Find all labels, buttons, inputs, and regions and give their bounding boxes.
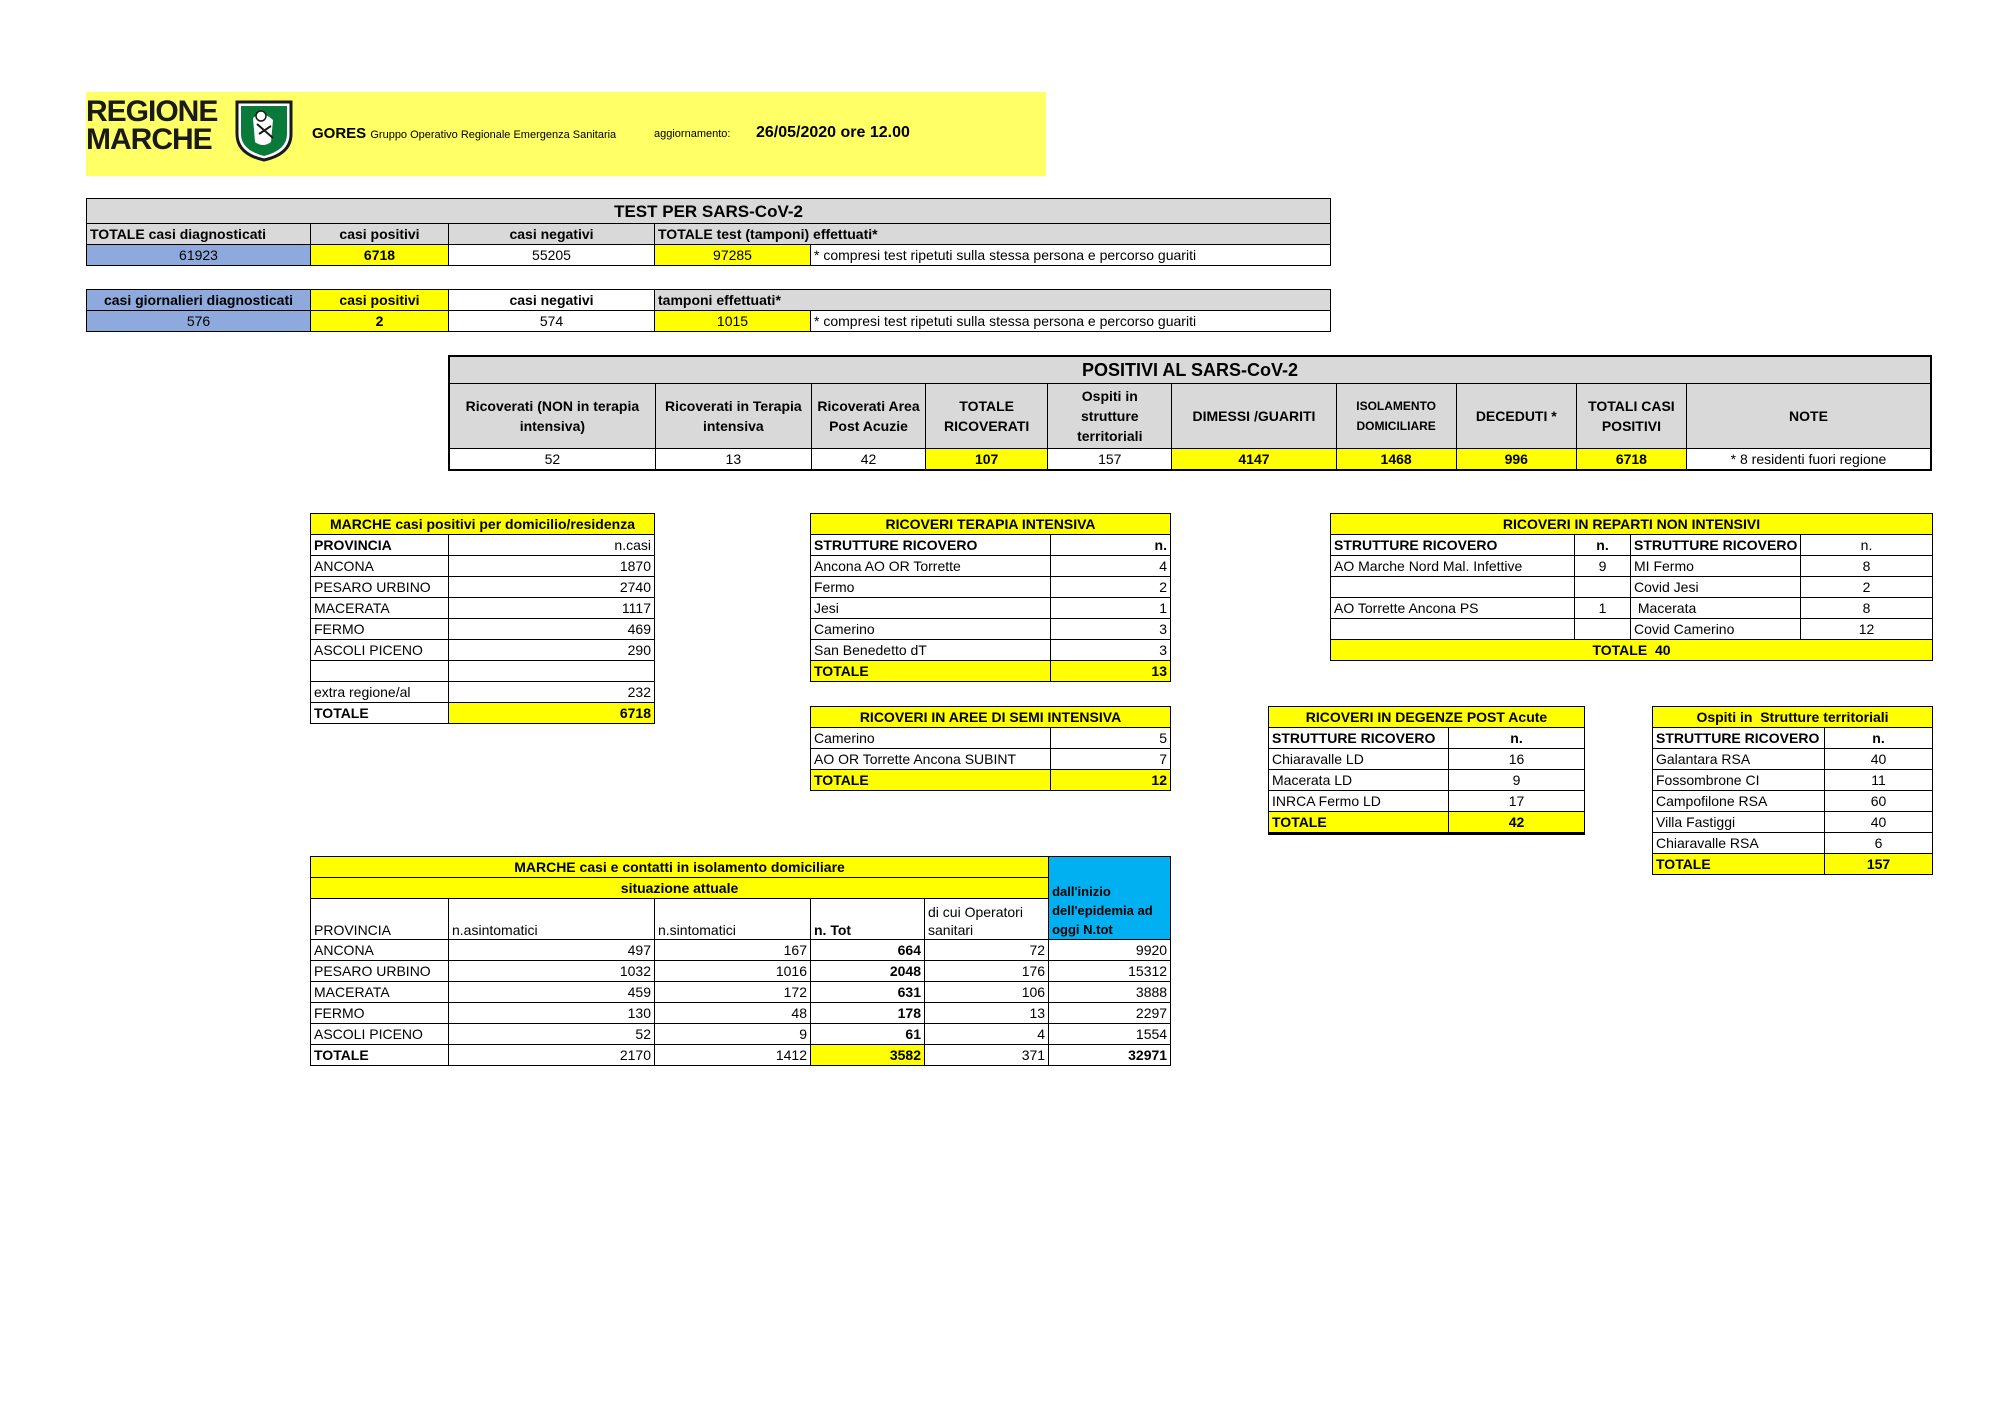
daily-h1: casi giornalieri diagnosticati (87, 290, 311, 311)
ospiti-row-4-val: 6 (1825, 833, 1933, 854)
nonint-h2: n. (1575, 535, 1631, 556)
ospiti-row-2-val: 60 (1825, 791, 1933, 812)
test-h1: TOTALE casi diagnosticati (87, 224, 311, 245)
positivi-v2: 42 (811, 449, 925, 471)
provincia-row-0-val: 1870 (449, 556, 655, 577)
nonint-row-0-d: 8 (1801, 556, 1933, 577)
ti-table (810, 513, 1171, 682)
iso-row-0-prov: ANCONA (311, 940, 449, 961)
provincia-row-6-val: 232 (449, 682, 655, 703)
ti-row-2-name: Jesi (811, 598, 1051, 619)
iso-row-0-ntot: 9920 (1049, 940, 1171, 961)
post-h2: n. (1449, 728, 1585, 749)
daily-note: * compresi test ripetuti sulla stessa persona e percorso guariti (811, 311, 1331, 332)
nonint-row-1-b (1575, 577, 1631, 598)
positivi-h0: Ricoverati (NON in terapia intensiva) (449, 384, 655, 449)
iso-row-2-sint: 172 (655, 982, 811, 1003)
positivi-v7: 996 (1456, 449, 1576, 471)
iso-row-2-asint: 459 (449, 982, 655, 1003)
provincia-row-4-name: ASCOLI PICENO (311, 640, 449, 661)
nonint-row-2-a: AO Torrette Ancona PS (1331, 598, 1575, 619)
ospiti-row-0-name: Galantara RSA (1653, 749, 1825, 770)
positivi-h4: Ospiti in strutture territoriali (1048, 384, 1172, 449)
iso-subtitle: situazione attuale (311, 878, 1049, 899)
positivi-h2: Ricoverati Area Post Acuzie (811, 384, 925, 449)
provincia-row-3-val: 469 (449, 619, 655, 640)
nonint-row-3-c: Covid Camerino (1631, 619, 1801, 640)
iso-row-5-sint: 1412 (655, 1045, 811, 1066)
iso-row-3-prov: FERMO (311, 1003, 449, 1024)
positivi-v1: 13 (655, 449, 811, 471)
nonint-total-row (1331, 640, 1933, 661)
ti-row-2-val: 1 (1051, 598, 1171, 619)
ti-h1: STRUTTURE RICOVERO (811, 535, 1051, 556)
ospiti-row-2-name: Campofilone RSA (1653, 791, 1825, 812)
iso-row-3-tot: 178 (811, 1003, 925, 1024)
semi-row-0-val: 5 (1051, 728, 1171, 749)
iso-row-3-asint: 130 (449, 1003, 655, 1024)
iso-row-4-asint: 52 (449, 1024, 655, 1045)
ospiti-row-1-val: 11 (1825, 770, 1933, 791)
iso-row-3-ntot: 2297 (1049, 1003, 1171, 1024)
iso-row-2-tot: 631 (811, 982, 925, 1003)
ti-row-1-name: Fermo (811, 577, 1051, 598)
iso-row-1-ntot: 15312 (1049, 961, 1171, 982)
daily-table (86, 289, 1331, 332)
nonint-h4: n. (1801, 535, 1933, 556)
ti-title: RICOVERI TERAPIA INTENSIVA (811, 514, 1171, 535)
ospiti-total-label: TOTALE (1653, 854, 1825, 875)
nonint-row-3-a (1331, 619, 1575, 640)
header-banner (86, 92, 1046, 176)
daily-h4: tamponi effettuati* (655, 290, 1331, 311)
nonint-row-2-d: 8 (1801, 598, 1933, 619)
iso-row-2-oper: 106 (925, 982, 1049, 1003)
provincia-total-label: TOTALE (311, 703, 449, 724)
positivi-h7: DECEDUTI * (1456, 384, 1576, 449)
provincia-row-5-val (449, 661, 655, 682)
iso-row-1-tot: 2048 (811, 961, 925, 982)
positivi-h8: TOTALI CASI POSITIVI (1576, 384, 1686, 449)
nonint-row-3-d: 12 (1801, 619, 1933, 640)
nonint-row-0-a: AO Marche Nord Mal. Infettive (1331, 556, 1575, 577)
nonint-row-1-c: Covid Jesi (1631, 577, 1801, 598)
positivi-v8: 6718 (1576, 449, 1686, 471)
iso-h0: PROVINCIA (311, 899, 449, 940)
ospiti-h1: STRUTTURE RICOVERO (1653, 728, 1825, 749)
ti-row-1-val: 2 (1051, 577, 1171, 598)
gores-label: GORES (312, 125, 367, 142)
ti-h2: n. (1051, 535, 1171, 556)
nonint-row-0-c: MI Fermo (1631, 556, 1801, 577)
post-h1: STRUTTURE RICOVERO (1269, 728, 1449, 749)
provincia-row-0-name: ANCONA (311, 556, 449, 577)
provincia-row-2-name: MACERATA (311, 598, 449, 619)
provincia-row-6-name: extra regione/al (311, 682, 449, 703)
nonint-row-3-b (1575, 619, 1631, 640)
positivi-v3: 107 (926, 449, 1048, 471)
positivi-h9: NOTE (1686, 384, 1931, 449)
regione-marche-logo-text (86, 95, 218, 156)
post-table (1268, 706, 1585, 835)
ospiti-row-1-name: Fossombrone CI (1653, 770, 1825, 791)
iso-row-1-asint: 1032 (449, 961, 655, 982)
provincia-h2: n.casi (449, 535, 655, 556)
nonint-h3: STRUTTURE RICOVERO (1631, 535, 1801, 556)
iso-h1: n.asintomatici (449, 899, 655, 940)
ti-row-3-val: 3 (1051, 619, 1171, 640)
nonint-row-0-b: 9 (1575, 556, 1631, 577)
positivi-title: POSITIVI AL SARS-CoV-2 (449, 356, 1931, 384)
post-row-0-name: Chiaravalle LD (1269, 749, 1449, 770)
ospiti-row-3-val: 40 (1825, 812, 1933, 833)
nonint-title: RICOVERI IN REPARTI NON INTENSIVI (1331, 514, 1933, 535)
post-total: 42 (1449, 812, 1585, 834)
daily-h3: casi negativi (449, 290, 655, 311)
positivi-v4: 157 (1048, 449, 1172, 471)
provincia-row-5-name (311, 661, 449, 682)
test-v4: 97285 (655, 245, 811, 266)
logo-line2: MARCHE (86, 123, 212, 156)
provincia-row-3-name: FERMO (311, 619, 449, 640)
provincia-table (310, 513, 655, 724)
ospiti-row-0-val: 40 (1825, 749, 1933, 770)
test-h3: casi negativi (449, 224, 655, 245)
nonint-table (1330, 513, 1933, 661)
positivi-h5: DIMESSI /GUARITI (1172, 384, 1336, 449)
semi-table (810, 706, 1171, 791)
iso-h2: n.sintomatici (655, 899, 811, 940)
iso-table (310, 856, 1171, 1066)
test-table (86, 198, 1331, 266)
semi-row-1-name: AO OR Torrette Ancona SUBINT (811, 749, 1051, 770)
iso-h3: n. Tot (811, 899, 925, 940)
ti-row-4-val: 3 (1051, 640, 1171, 661)
iso-row-2-ntot: 3888 (1049, 982, 1171, 1003)
ospiti-row-3-name: Villa Fastiggi (1653, 812, 1825, 833)
ti-total-label: TOTALE (811, 661, 1051, 682)
iso-row-0-oper: 72 (925, 940, 1049, 961)
iso-row-1-sint: 1016 (655, 961, 811, 982)
iso-row-4-ntot: 1554 (1049, 1024, 1171, 1045)
iso-row-5-oper: 371 (925, 1045, 1049, 1066)
update-label: aggiornamento: (654, 128, 731, 140)
daily-v4: 1015 (655, 311, 811, 332)
test-v3: 55205 (449, 245, 655, 266)
iso-row-0-sint: 167 (655, 940, 811, 961)
post-row-0-val: 16 (1449, 749, 1585, 770)
iso-row-4-tot: 61 (811, 1024, 925, 1045)
semi-title: RICOVERI IN AREE DI SEMI INTENSIVA (811, 707, 1171, 728)
provincia-title: MARCHE casi positivi per domicilio/residenza (311, 514, 655, 535)
daily-v2: 2 (311, 311, 449, 332)
iso-row-4-prov: ASCOLI PICENO (311, 1024, 449, 1045)
iso-h5: dall'inizio dell'epidemia ad oggi N.tot (1049, 857, 1171, 940)
iso-row-3-sint: 48 (655, 1003, 811, 1024)
provincia-total: 6718 (449, 703, 655, 724)
ti-row-0-name: Ancona AO OR Torrette (811, 556, 1051, 577)
daily-v1: 576 (87, 311, 311, 332)
post-title: RICOVERI IN DEGENZE POST Acute (1269, 707, 1585, 728)
iso-row-2-prov: MACERATA (311, 982, 449, 1003)
iso-row-3-oper: 13 (925, 1003, 1049, 1024)
iso-row-5-ntot: 32971 (1049, 1045, 1171, 1066)
update-date: 26/05/2020 ore 12.00 (756, 124, 910, 141)
ti-row-0-val: 4 (1051, 556, 1171, 577)
test-v2: 6718 (311, 245, 449, 266)
nonint-row-1-a (1331, 577, 1575, 598)
test-h2: casi positivi (311, 224, 449, 245)
gores-title (312, 125, 616, 142)
daily-h2: casi positivi (311, 290, 449, 311)
iso-row-1-oper: 176 (925, 961, 1049, 982)
test-note: * compresi test ripetuti sulla stessa persona e percorso guariti (811, 245, 1331, 266)
provincia-h1: PROVINCIA (311, 535, 449, 556)
nonint-total-label: TOTALE (1592, 641, 1648, 658)
provincia-row-1-name: PESARO URBINO (311, 577, 449, 598)
test-v1: 61923 (87, 245, 311, 266)
positivi-v5: 4147 (1172, 449, 1336, 471)
nonint-row-1-d: 2 (1801, 577, 1933, 598)
daily-v3: 574 (449, 311, 655, 332)
positivi-h3: TOTALE RICOVERATI (926, 384, 1048, 449)
regione-marche-shield-icon (233, 98, 295, 162)
ti-row-4-name: San Benedetto dT (811, 640, 1051, 661)
positivi-v0: 52 (449, 449, 655, 471)
ospiti-row-4-name: Chiaravalle RSA (1653, 833, 1825, 854)
ti-total: 13 (1051, 661, 1171, 682)
iso-row-5-prov: TOTALE (311, 1045, 449, 1066)
nonint-row-2-b: 1 (1575, 598, 1631, 619)
ospiti-total: 157 (1825, 854, 1933, 875)
nonint-total: 40 (1654, 641, 1671, 658)
iso-row-4-sint: 9 (655, 1024, 811, 1045)
logo-line1: REGIONE (86, 95, 218, 128)
positivi-v9: * 8 residenti fuori regione (1686, 449, 1931, 471)
provincia-row-2-val: 1117 (449, 598, 655, 619)
test-title: TEST PER SARS-CoV-2 (87, 199, 1331, 224)
ospiti-title: Ospiti in Strutture territoriali (1653, 707, 1933, 728)
positivi-table (448, 355, 1932, 471)
post-total-label: TOTALE (1269, 812, 1449, 834)
iso-row-1-prov: PESARO URBINO (311, 961, 449, 982)
ti-row-3-name: Camerino (811, 619, 1051, 640)
semi-total-label: TOTALE (811, 770, 1051, 791)
post-row-2-val: 17 (1449, 791, 1585, 812)
test-h4: TOTALE test (tamponi) effettuati* (655, 224, 1331, 245)
iso-row-5-asint: 2170 (449, 1045, 655, 1066)
iso-row-5-tot: 3582 (811, 1045, 925, 1066)
semi-row-0-name: Camerino (811, 728, 1051, 749)
iso-h4: di cui Operatori sanitari (925, 899, 1049, 940)
positivi-h6: ISOLAMENTO DOMICILIARE (1336, 384, 1456, 449)
nonint-h1: STRUTTURE RICOVERO (1331, 535, 1575, 556)
positivi-v6: 1468 (1336, 449, 1456, 471)
provincia-row-1-val: 2740 (449, 577, 655, 598)
iso-row-0-tot: 664 (811, 940, 925, 961)
iso-title: MARCHE casi e contatti in isolamento domiciliare (311, 857, 1049, 878)
post-row-2-name: INRCA Fermo LD (1269, 791, 1449, 812)
post-row-1-name: Macerata LD (1269, 770, 1449, 791)
semi-row-1-val: 7 (1051, 749, 1171, 770)
positivi-h1: Ricoverati in Terapia intensiva (655, 384, 811, 449)
nonint-row-2-c: Macerata (1631, 598, 1801, 619)
provincia-row-4-val: 290 (449, 640, 655, 661)
ospiti-h2: n. (1825, 728, 1933, 749)
ospiti-table (1652, 706, 1933, 875)
iso-row-0-asint: 497 (449, 940, 655, 961)
post-row-1-val: 9 (1449, 770, 1585, 791)
iso-row-4-oper: 4 (925, 1024, 1049, 1045)
gores-description: Gruppo Operativo Regionale Emergenza Sanitaria (370, 129, 617, 141)
semi-total: 12 (1051, 770, 1171, 791)
